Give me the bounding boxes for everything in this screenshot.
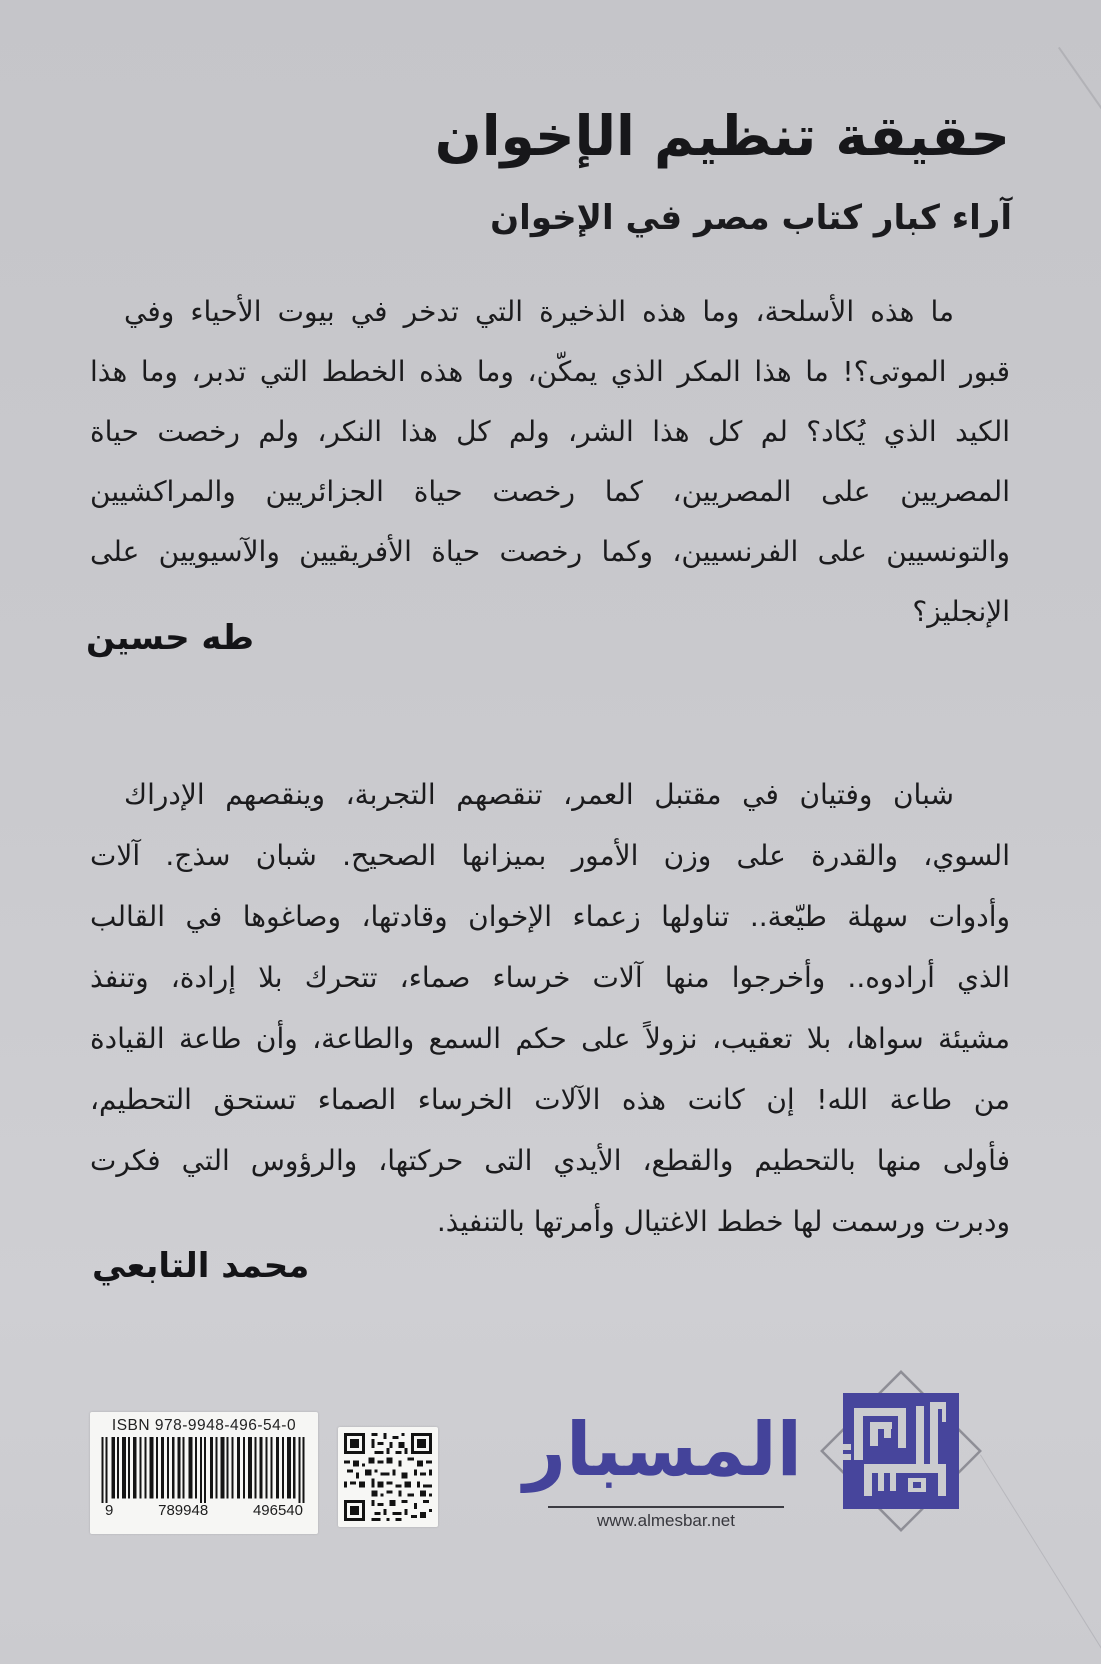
qr-code-icon [344, 1433, 432, 1521]
quote-line: من طاعة الله! إن كانت هذه الآلات الخرساء الصماء تستحق التحطيم، [90, 1083, 1010, 1116]
quote-line: قبور الموتى؟! ما هذا المكر الذي يمكّن، وما هذه الخطط التي تدبر، وما هذا [90, 355, 1010, 388]
quote-line: الذي أرادوه.. وأخرجوا منها آلات خرساء صماء، تتحرك بلا إرادة، وتنفذ [90, 961, 1010, 994]
quote-line: المصريين على المصريين، كما رخصت حياة الجزائريين والمراكشيين [90, 475, 1010, 508]
quote-line: الكيد الذي يُكاد؟ لم كل هذا الشر، ولم كل هذا النكر، ولم رخصت حياة [90, 415, 1010, 448]
barcode-digits: 9 789948 496540 [99, 1503, 309, 1519]
quote-taha-hussein [90, 282, 1010, 642]
qr-panel [338, 1427, 438, 1527]
publisher-url: www.almesbar.net [597, 1511, 735, 1530]
quote-line: الإنجليز؟ [912, 595, 1010, 628]
quote-line: وأدوات سهلة طيّعة.. تناولها زعماء الإخوان وقادتها، وصاغوها في القالب [90, 900, 1010, 933]
book-subtitle: آراء كبار كتاب مصر في الإخوان [490, 198, 1012, 238]
quote-mohamed-eltabii [90, 764, 1010, 1252]
paper-crease [1058, 47, 1101, 171]
quote-line: مشيئة سواها، بلا تعقيب، نزولاً على حكم السمع والطاعة، وأن طاعة القيادة [90, 1022, 1010, 1055]
brand-rule [548, 1506, 784, 1508]
isbn-panel [90, 1412, 318, 1534]
paper-crease [980, 1454, 1101, 1664]
publisher-brand [523, 1400, 802, 1531]
quote-line: السوي، والقدرة على وزن الأمور بميزانها الصحيح. شبان سذج. آلات [90, 839, 1010, 872]
book-title: حقيقة تنظيم الإخوان [434, 104, 1010, 168]
quote-line: ودبرت ورسمت لها خطط الاغتيال وأمرتها بالتنفيذ. [436, 1205, 1010, 1238]
quote-line: والتونسيين على الفرنسيين، وكما رخصت حياة الأفريقيين والآسيويين على [90, 535, 1010, 568]
publisher-name: المسبار [523, 1407, 802, 1493]
almesbar-kufic-logo-icon [812, 1362, 990, 1540]
quote-line: شبان وفتيان في مقتبل العمر، تنقصهم التجربة، وينقصهم الإدراك [124, 778, 954, 811]
attribution-taha-hussein: طه حسين [86, 618, 255, 658]
quote-line: فأولى منها بالتحطيم والقطع، الأيدي التى حركتها، والرؤوس التي فكرت [90, 1144, 1010, 1177]
isbn-label: ISBN 978-9948-496-54-0 [111, 1417, 297, 1434]
quote-line: ما هذه الأسلحة، وما هذه الذخيرة التي تدخر في بيوت الأحياء وفي [124, 295, 954, 328]
attribution-mohamed-eltabii: محمد التابعي [92, 1246, 310, 1286]
